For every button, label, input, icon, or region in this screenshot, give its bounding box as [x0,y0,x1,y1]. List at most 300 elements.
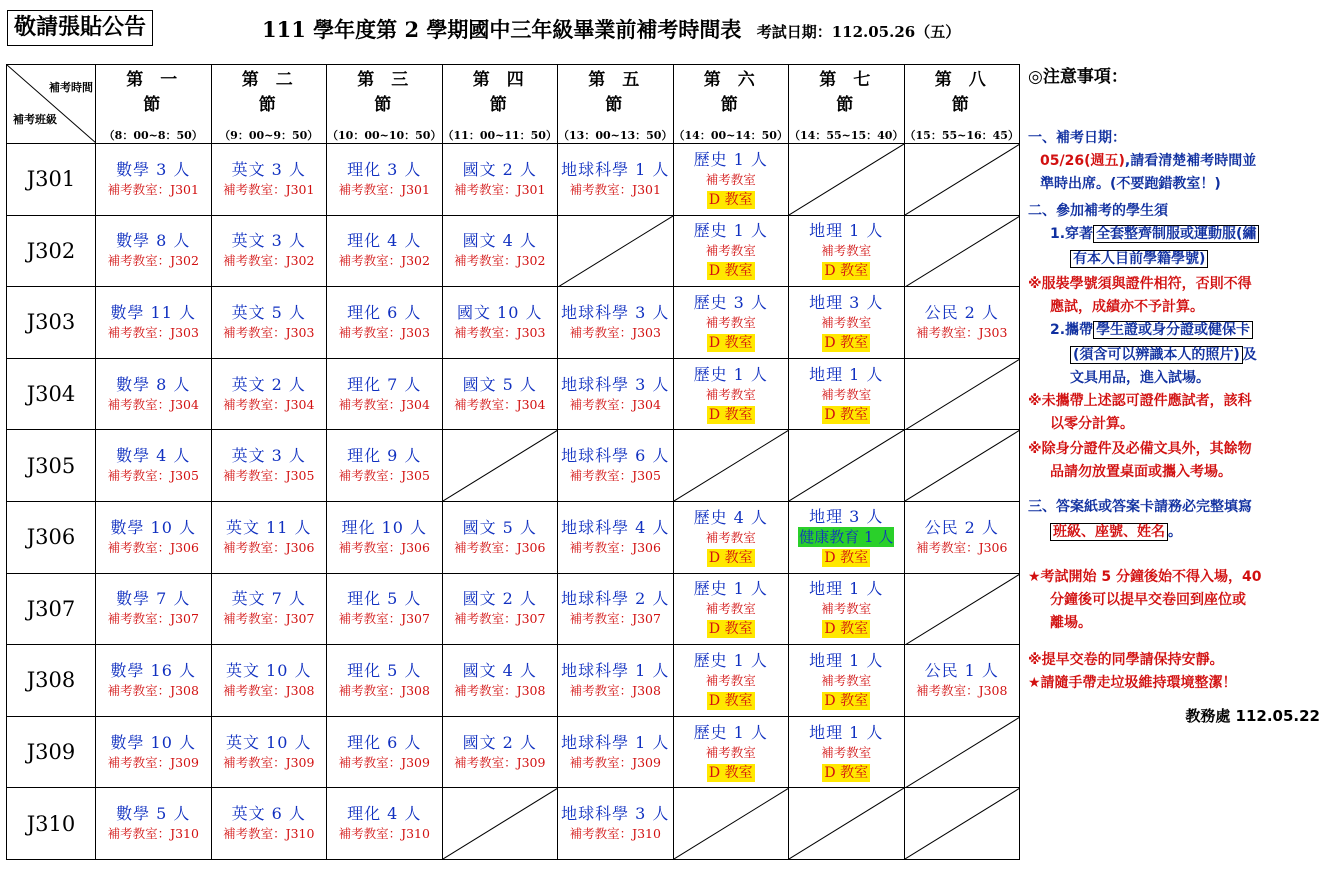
subject-count: 理化 7 人 [347,374,422,394]
subject-count: 地球科學 2 人 [561,589,670,609]
note-2-warning3-b: 品請勿放置桌面或攜入考場。 [1050,464,1232,480]
subject-count: 數學 10 人 [110,732,197,752]
note-2-1 [1028,223,1330,246]
exam-cell [211,716,327,788]
period-name: 第二節 [241,70,310,115]
exam-room: 補考教室 [821,601,872,617]
exam-cell [904,287,1020,359]
empty-cell [904,144,1020,216]
d-classroom: D 教室 [708,692,753,709]
exam-cell [442,358,558,430]
notes-panel [1028,62,1330,726]
subject-count: 英文 6 人 [231,804,306,824]
empty-slash [905,216,1020,287]
exam-cell [96,430,212,502]
exam-cell [673,215,789,287]
subject-count: 數學 4 人 [116,446,191,466]
subject-count: 國文 4 人 [462,231,537,251]
empty-cell [904,215,1020,287]
exam-room: 補考教室：J302 [223,253,315,269]
note-3-line [1028,521,1330,544]
exam-cell [789,215,905,287]
empty-slash [905,717,1020,788]
subject-count: 歷史 1 人 [693,650,768,670]
exam-room: 補考教室：J306 [107,539,199,555]
subject-count: 國文 2 人 [462,589,537,609]
subject-count: 理化 5 人 [347,660,422,680]
exam-cell [327,430,443,502]
subject-count: 理化 9 人 [347,446,422,466]
note-2-title: 二、參加補考的學生須 [1028,203,1168,219]
exam-cell [558,788,674,860]
d-classroom: D 教室 [824,764,869,781]
period-time: （8：00~8：50） [103,129,203,142]
star-note-2: ★請隨手帶走垃圾維持環境整潔！ [1028,675,1237,691]
exam-room: 補考教室：J304 [569,396,661,412]
subject-count: 地球科學 4 人 [561,517,670,537]
subject-count: 英文 11 人 [225,517,312,537]
exam-room: 補考教室：J303 [223,324,315,340]
exam-cell [327,573,443,645]
exam-room: 補考教室：J304 [454,396,546,412]
note-2-2-box: 學生證或身分證或健保卡 [1093,321,1253,339]
d-classroom: D 教室 [824,406,869,423]
exam-room: 補考教室：J309 [223,754,315,770]
exam-cell [442,716,558,788]
exam-cell [558,645,674,717]
exam-cell [211,430,327,502]
exam-cell [558,287,674,359]
subject-count: 歷史 3 人 [693,292,768,312]
note-2-warning2-b: 以零分計算。 [1050,416,1134,432]
exam-room: 補考教室：J301 [107,181,199,197]
exam-room: 補考教室：J306 [338,539,430,555]
exam-room: 補考教室 [705,243,756,259]
exam-room: 補考教室：J304 [107,396,199,412]
exam-cell [96,358,212,430]
note-1-line-b: 準時出席。(不要跑錯教室！) [1040,176,1221,192]
exam-cell [789,645,905,717]
d-classroom: D 教室 [824,334,869,351]
exam-cell [211,573,327,645]
subject-count: 歷史 1 人 [693,221,768,241]
period-time: （9：00~9：50） [219,129,319,142]
exam-room: 補考教室：J307 [338,611,430,627]
exam-room: 補考教室 [705,386,756,402]
subject-count: 地球科學 1 人 [561,159,670,179]
exam-room: 補考教室：J301 [338,181,430,197]
period-time: （10：00~10：50） [327,129,442,142]
exam-cell [327,287,443,359]
empty-slash [443,788,558,859]
d-room-line [674,189,789,209]
table-row [7,430,1020,502]
posting-notice-tag: 敬請張貼公告 [7,10,153,46]
subject-count: 公民 1 人 [924,660,999,680]
d-classroom: D 教室 [708,191,753,208]
exam-room: 補考教室 [821,744,872,760]
star-note-1-c: 離場。 [1050,615,1092,631]
period-name: 第六節 [703,70,772,115]
exam-room: 補考教室：J301 [454,181,546,197]
subject-count: 英文 2 人 [231,374,306,394]
note-2-warning2-a: ※未攜帶上述認可證件應試者，該科 [1028,393,1252,409]
d-room-line [789,618,904,638]
subject-count: 國文 2 人 [462,159,537,179]
exam-cell [673,573,789,645]
class-label: J301 [7,144,96,216]
header [0,0,1335,60]
exam-cell [558,501,674,573]
exam-cell [96,716,212,788]
exam-room: 補考教室：J303 [569,324,661,340]
exam-room: 補考教室：J303 [916,324,1008,340]
exam-cell [327,215,443,287]
exam-room: 補考教室 [705,601,756,617]
exam-cell [442,144,558,216]
exam-cell [211,144,327,216]
exam-room: 補考教室：J308 [454,682,546,698]
subject-count: 地理 3 人 [809,507,884,527]
exam-room: 補考教室：J308 [569,682,661,698]
note-2-1-box2: 有本人目前學籍學號) [1070,250,1208,268]
exam-room: 補考教室：J306 [916,539,1008,555]
note-2-2-box2: (須含可以辨識本人的照片) [1070,346,1243,364]
schedule-title: 111 學年度第 2 學期國中三年級畢業前補考時間表 [262,17,742,42]
empty-slash [789,788,904,859]
exam-cell [96,144,212,216]
period-time: （11：00~11：50） [442,129,557,142]
d-room-line [789,690,904,710]
exam-room: 補考教室：J310 [569,826,661,842]
health-subject: 健康教育 1 人 [799,528,894,547]
exam-room: 補考教室 [705,171,756,187]
subject-count: 地理 1 人 [809,364,884,384]
exam-room: 補考教室：J307 [223,611,315,627]
empty-slash [789,144,904,215]
exam-cell [327,144,443,216]
exam-room: 補考教室：J310 [107,826,199,842]
exam-cell [558,358,674,430]
exam-room: 補考教室：J302 [338,253,430,269]
exam-cell [96,501,212,573]
empty-slash [905,430,1020,501]
exam-cell [211,645,327,717]
subject-count: 歷史 1 人 [693,149,768,169]
note-1-line-a [1028,150,1330,173]
table-row [7,573,1020,645]
table-row [7,144,1020,216]
d-classroom: D 教室 [708,263,753,280]
period-header-1 [96,65,212,144]
d-classroom: D 教室 [708,549,753,566]
empty-slash [443,430,558,501]
exam-room: 補考教室：J306 [223,539,315,555]
subject-count: 公民 2 人 [924,302,999,322]
d-room-line [674,762,789,782]
exam-room: 補考教室：J302 [107,253,199,269]
d-room-line [674,260,789,280]
subject-count: 地球科學 3 人 [561,374,670,394]
period-name: 第三節 [357,70,426,115]
empty-cell [904,573,1020,645]
exam-room: 補考教室：J305 [223,468,315,484]
subject-count: 數學 8 人 [116,374,191,394]
period-time: （14：00~14：50） [673,129,788,142]
d-classroom: D 教室 [708,621,753,638]
period-header-7 [789,65,905,144]
note-2-warning3-a: ※除身分證件及必備文具外，其餘物 [1028,441,1252,457]
period-header-6 [673,65,789,144]
note-3-box: 班級、座號、姓名 [1050,523,1168,541]
subject-count: 理化 4 人 [347,231,422,251]
empty-slash [674,430,789,501]
class-label: J310 [7,788,96,860]
exam-cell [96,215,212,287]
subject-count: 英文 3 人 [231,159,306,179]
exam-room: 補考教室：J309 [569,754,661,770]
exam-room: 補考教室：J303 [338,324,430,340]
exam-room: 補考教室：J302 [454,253,546,269]
exam-cell [789,573,905,645]
subject-count: 地球科學 1 人 [561,660,670,680]
exam-room: 補考教室 [821,386,872,402]
exam-room: 補考教室：J307 [107,611,199,627]
empty-cell [904,430,1020,502]
exam-cell [211,215,327,287]
exam-room: 補考教室：J310 [223,826,315,842]
exam-cell [442,645,558,717]
exam-cell [673,501,789,573]
exam-cell [327,358,443,430]
exam-cell [211,287,327,359]
exam-cell [673,645,789,717]
subject-count: 地球科學 1 人 [561,732,670,752]
d-room-line [674,404,789,424]
empty-cell [442,430,558,502]
empty-cell [904,716,1020,788]
class-label: J306 [7,501,96,573]
subject-count: 國文 5 人 [462,517,537,537]
exam-cell [96,645,212,717]
table-row [7,788,1020,860]
table-row [7,501,1020,573]
subject-count: 理化 3 人 [347,159,422,179]
exam-cell [673,287,789,359]
empty-cell [673,788,789,860]
period-time: （15：55~16：45） [904,129,1019,142]
exam-cell [442,215,558,287]
table-row [7,716,1020,788]
subject-count: 理化 5 人 [347,589,422,609]
quiet-note: ※提早交卷的同學請保持安靜。 [1028,652,1224,668]
exam-room: 補考教室 [821,314,872,330]
exam-cell [327,501,443,573]
subject-count: 國文 4 人 [462,660,537,680]
empty-cell [904,358,1020,430]
table-row [7,287,1020,359]
signature: 教務處 112.05.22 [1185,707,1320,725]
period-name: 第一節 [126,70,195,115]
exam-date: 考試日期：112.05.26（五） [756,23,961,41]
d-classroom: D 教室 [824,692,869,709]
exam-cell [789,501,905,573]
subject-count: 地理 1 人 [809,221,884,241]
star-note-1-b: 分鐘後可以提早交卷回到座位或 [1050,592,1246,608]
note-2-1-pre: 1.穿著 [1050,226,1094,242]
class-label: J304 [7,358,96,430]
period-header-8 [904,65,1020,144]
exam-cell [96,287,212,359]
empty-slash [905,144,1020,215]
table-row [7,215,1020,287]
d-room-line [674,332,789,352]
subject-count: 英文 3 人 [231,231,306,251]
note-1-text-a: ,請看清楚補考時間並 [1124,153,1257,169]
subject-count: 歷史 1 人 [693,722,768,742]
subject-count: 地理 1 人 [809,579,884,599]
subject-count: 歷史 1 人 [693,579,768,599]
schedule-table [6,64,1020,860]
exam-cell [789,287,905,359]
subject-count: 地理 1 人 [809,722,884,742]
d-classroom: D 教室 [824,263,869,280]
subject-count: 理化 10 人 [341,517,428,537]
empty-slash [558,216,673,287]
subject-count: 地球科學 6 人 [561,446,670,466]
empty-cell [673,430,789,502]
exam-cell [211,788,327,860]
subject-count: 公民 2 人 [924,517,999,537]
note-2-2-post: 及 [1242,347,1257,363]
star-note-1-a: ★考試開始 5 分鐘後始不得入場，40 [1028,569,1262,585]
exam-room: 補考教室：J308 [107,682,199,698]
subject-count: 數學 10 人 [110,517,197,537]
exam-cell [558,144,674,216]
note-2-2-pre: 2.攜帶 [1050,322,1094,338]
table-row [7,645,1020,717]
exam-room: 補考教室 [821,672,872,688]
subject-count: 地理 1 人 [809,650,884,670]
subject-count: 地理 3 人 [809,292,884,312]
exam-room: 補考教室：J301 [569,181,661,197]
exam-room: 補考教室：J310 [338,826,430,842]
subject-count: 國文 10 人 [456,302,543,322]
subject-count: 理化 6 人 [347,732,422,752]
empty-cell [442,788,558,860]
d-classroom: D 教室 [708,406,753,423]
exam-room: 補考教室：J303 [107,324,199,340]
health-line [789,527,904,547]
subject-count: 理化 6 人 [347,302,422,322]
exam-cell [96,573,212,645]
table-row [7,358,1020,430]
exam-room: 補考教室：J307 [569,611,661,627]
page-title [262,14,960,44]
exam-cell [442,287,558,359]
empty-cell [789,430,905,502]
exam-cell [904,645,1020,717]
subject-count: 英文 7 人 [231,589,306,609]
note-2-1-line2 [1028,248,1330,271]
subject-count: 歷史 1 人 [693,364,768,384]
class-label: J303 [7,287,96,359]
note-1-title: 一、補考日期： [1028,130,1126,146]
exam-room: 補考教室：J306 [569,539,661,555]
schedule-body [7,144,1020,860]
exam-room: 補考教室：J303 [454,324,546,340]
exam-cell [211,358,327,430]
exam-cell [558,716,674,788]
period-time: （14：55~15：40） [789,129,904,142]
class-label: J308 [7,645,96,717]
d-room-line [789,762,904,782]
exam-cell [673,144,789,216]
subject-count: 理化 4 人 [347,804,422,824]
corner-class-label: 補考班級 [13,113,57,126]
empty-slash [905,574,1020,645]
subject-count: 數學 11 人 [110,302,197,322]
d-room-line [789,260,904,280]
class-label: J307 [7,573,96,645]
exam-cell [789,716,905,788]
exam-room: 補考教室：J301 [223,181,315,197]
empty-slash [674,788,789,859]
subject-count: 英文 5 人 [231,302,306,322]
empty-slash [789,430,904,501]
empty-slash [905,788,1020,859]
period-name: 第七節 [819,70,888,115]
d-classroom: D 教室 [824,621,869,638]
note-2-1-box: 全套整齊制服或運動服(繡 [1093,225,1259,243]
note-1-date: 05/26(週五) [1040,153,1125,169]
period-name: 第四節 [472,70,541,115]
exam-room: 補考教室：J304 [223,396,315,412]
note-2-2-line2 [1028,344,1330,367]
exam-room: 補考教室：J309 [454,754,546,770]
period-header-4 [442,65,558,144]
exam-cell [96,788,212,860]
subject-count: 地球科學 3 人 [561,804,670,824]
exam-room: 補考教室：J304 [338,396,430,412]
note-3-title: 三、答案紙或答案卡請務必完整填寫 [1028,499,1252,515]
notes-heading: ◎注意事項： [1028,67,1128,87]
d-room-line [789,404,904,424]
exam-room: 補考教室：J308 [338,682,430,698]
subject-count: 英文 10 人 [225,732,312,752]
empty-slash [905,359,1020,430]
period-header-2 [211,65,327,144]
note-2-2-tail: 文具用品，進入試場。 [1070,370,1210,386]
subject-count: 國文 2 人 [462,732,537,752]
exam-cell [558,430,674,502]
d-room-line [674,690,789,710]
d-room-line [789,547,904,567]
exam-cell [327,645,443,717]
class-label: J309 [7,716,96,788]
subject-count: 歷史 4 人 [693,507,768,527]
exam-room: 補考教室：J306 [454,539,546,555]
exam-room: 補考教室：J305 [338,468,430,484]
exam-room: 補考教室：J309 [107,754,199,770]
exam-room: 補考教室：J305 [107,468,199,484]
d-classroom: D 教室 [824,550,869,567]
exam-cell [211,501,327,573]
exam-cell [442,573,558,645]
exam-cell [673,716,789,788]
empty-cell [789,144,905,216]
subject-count: 英文 3 人 [231,446,306,466]
